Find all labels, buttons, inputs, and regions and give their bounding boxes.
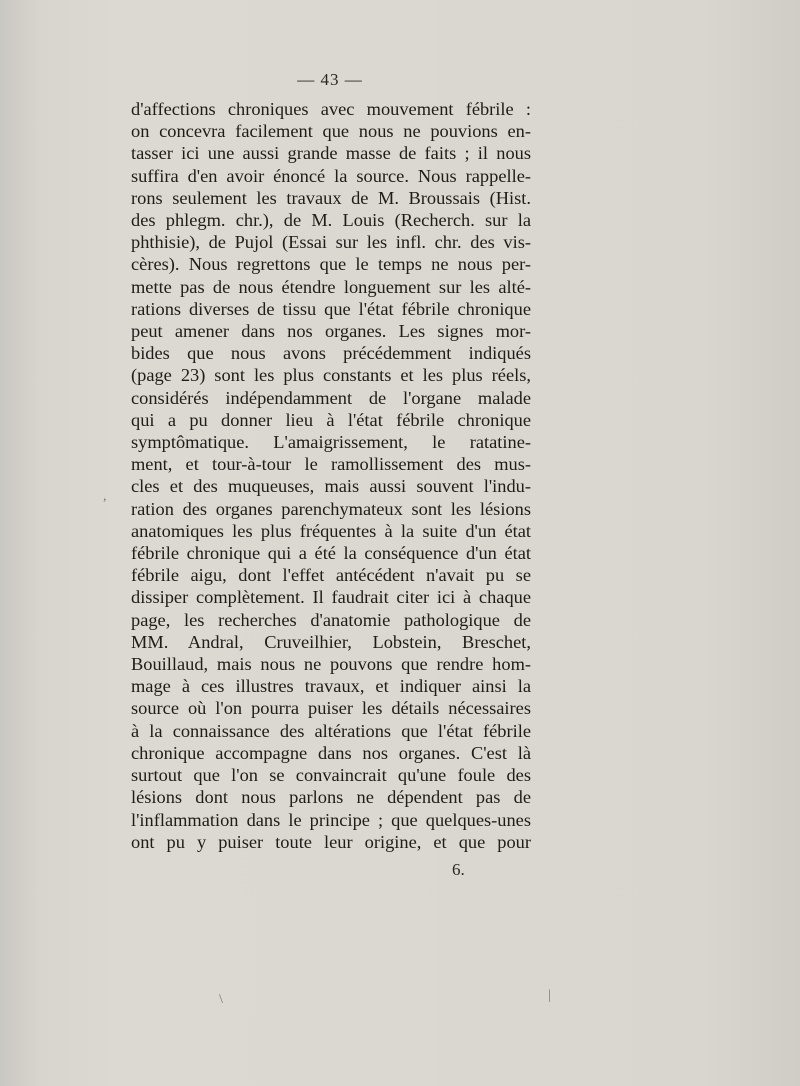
text-line: mette pas de nous étendre longuement sur les alté- bbox=[131, 276, 531, 297]
text-line: fébrile aigu, dont l'effet antécédent n'avait pu se bbox=[131, 565, 531, 586]
text-line: à la connaissance des altérations que l'état fébrile bbox=[131, 720, 531, 741]
text-line: (page 23) sont les plus constants et les plus réels, bbox=[131, 365, 531, 386]
text-line: qui a pu donner lieu à l'état fébrile chronique bbox=[131, 409, 531, 430]
text-line: surtout que l'on se convaincrait qu'une foule des bbox=[131, 765, 531, 786]
body-text bbox=[131, 98, 531, 853]
text-line: page, les recherches d'anatomie pathologique de bbox=[131, 609, 531, 630]
text-line: ration des organes parenchymateux sont les lésions bbox=[131, 498, 531, 519]
text-line: ment, et tour-à-tour le ramollissement des mus- bbox=[131, 454, 531, 475]
text-line: phthisie), de Pujol (Essai sur les infl. chr. des vis- bbox=[131, 232, 531, 253]
text-line: dissiper complètement. Il faudrait citer ici à chaque bbox=[131, 587, 531, 608]
text-line: chronique accompagne dans nos organes. C'est là bbox=[131, 742, 531, 763]
text-line: considérés indépendamment de l'organe malade bbox=[131, 387, 531, 408]
text-line: d'affections chroniques avec mouvement fébrile : bbox=[131, 99, 531, 119]
text-line: rons seulement les travaux de M. Broussais (Hist. bbox=[131, 187, 531, 208]
paper-speck: , bbox=[103, 489, 107, 504]
signature-mark: 6. bbox=[452, 860, 465, 879]
text-line: bides que nous avons précédemment indiqués bbox=[131, 343, 531, 364]
text-line: source où l'on pourra puiser les détails nécessaires bbox=[131, 698, 531, 719]
text-line: suffira d'en avoir énoncé la source. Nous rappelle- bbox=[131, 165, 531, 186]
text-line: tasser ici une aussi grande masse de faits ; il nous bbox=[131, 143, 531, 164]
text-line: ont pu y puiser toute leur origine, et que pour bbox=[131, 831, 531, 852]
text-line: symptômatique. L'amaigrissement, le ratatine- bbox=[131, 432, 531, 453]
page-number: — 43 — bbox=[297, 70, 363, 89]
text-line: cles et des muqueuses, mais aussi souvent l'indu- bbox=[131, 476, 531, 497]
text-line: MM. Andral, Cruveilhier, Lobstein, Breschet, bbox=[131, 631, 531, 652]
paper-speck: | bbox=[548, 988, 551, 1003]
text-line: rations diverses de tissu que l'état fébrile chronique bbox=[131, 298, 531, 319]
text-line: on concevra facilement que nous ne pouvions en- bbox=[131, 121, 531, 142]
text-line: anatomiques les plus fréquentes à la suite d'un état bbox=[131, 520, 531, 541]
text-line: cères). Nous regrettons que le temps ne nous per- bbox=[131, 254, 531, 275]
text-line: l'inflammation dans le principe ; que quelques-unes bbox=[131, 809, 531, 830]
text-line: des phlegm. chr.), de M. Louis (Recherch. sur la bbox=[131, 210, 531, 231]
text-line: fébrile chronique qui a été la conséquence d'un état bbox=[131, 543, 531, 564]
text-line: lésions dont nous parlons ne dépendent pas de bbox=[131, 787, 531, 808]
text-line: peut amener dans nos organes. Les signes mor- bbox=[131, 321, 531, 342]
text-line: mage à ces illustres travaux, et indiquer ainsi la bbox=[131, 676, 531, 697]
text-line: Bouillaud, mais nous ne pouvons que rendre hom- bbox=[131, 654, 531, 675]
paper-speck: \ bbox=[219, 992, 223, 1007]
